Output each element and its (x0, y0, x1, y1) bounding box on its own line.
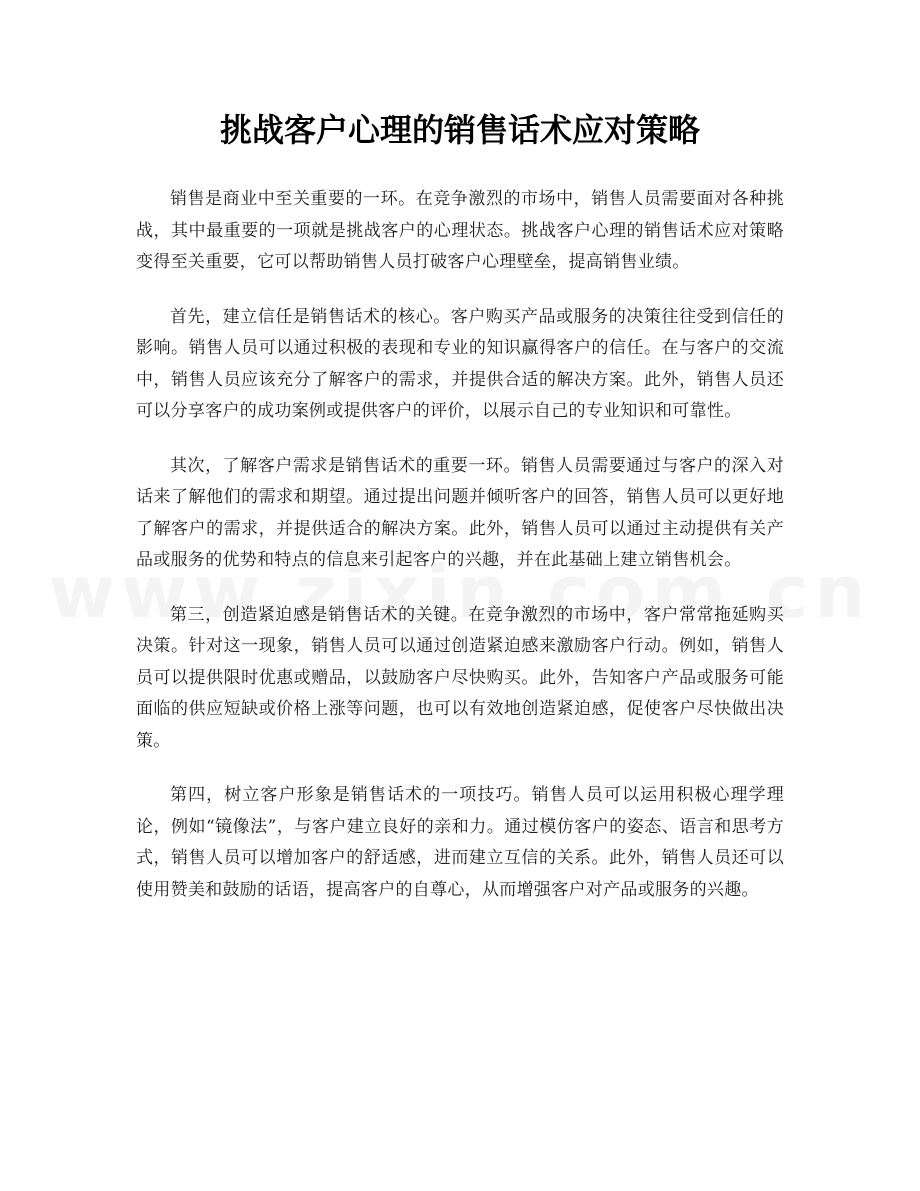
document-title: 挑战客户心理的销售话术应对策略 (219, 111, 700, 149)
paragraph-needs: 其次，了解客户需求是销售话术的重要一环。销售人员需要通过与客户的深入对话来了解他们的需求和期望。通过提出问题并倾听客户的回答，销售人员可以更好地了解客户的需求，并提供适合的解决方案。此外，销售人员可以通过主动提供有关产品或服务的优势和特点的信息来引起客户的兴趣，并在此基础上建立销售机会。 (136, 455, 784, 570)
paragraph-image: 第四，树立客户形象是销售话术的一项技巧。销售人员可以运用积极心理学理论，例如“镜像法”，与客户建立良好的亲和力。通过模仿客户的姿态、语言和思考方式，销售人员可以增加客户的舒适感，进而建立互信的关系。此外，销售人员还可以使用赞美和鼓励的话语，提高客户的自尊心，从而增强客户对产品或服务的兴趣。 (136, 785, 784, 900)
document-body (136, 184, 784, 929)
paragraph-trust: 首先，建立信任是销售话术的核心。客户购买产品或服务的决策往往受到信任的影响。销售人员可以通过积极的表现和专业的知识赢得客户的信任。在与客户的交流中，销售人员应该充分了解客户的需求，并提供合适的解决方案。此外，销售人员还可以分享客户的成功案例或提供客户的评价，以展示自己的专业知识和可靠性。 (136, 306, 784, 421)
paragraph-urgency: 第三，创造紧迫感是销售话术的关键。在竞争激烈的市场中，客户常常拖延购买决策。针对这一现象，销售人员可以通过创造紧迫感来激励客户行动。例如，销售人员可以提供限时优惠或赠品，以鼓励客户尽快购买。此外，告知客户产品或服务可能面临的供应短缺或价格上涨等问题，也可以有效地创造紧迫感，促使客户尽快做出决策。 (136, 604, 784, 751)
paragraph-intro: 销售是商业中至关重要的一环。在竞争激烈的市场中，销售人员需要面对各种挑战，其中最重要的一项就是挑战客户的心理状态。挑战客户心理的销售话术应对策略变得至关重要，它可以帮助销售人员打破客户心理壁垒，提高销售业绩。 (136, 189, 784, 272)
